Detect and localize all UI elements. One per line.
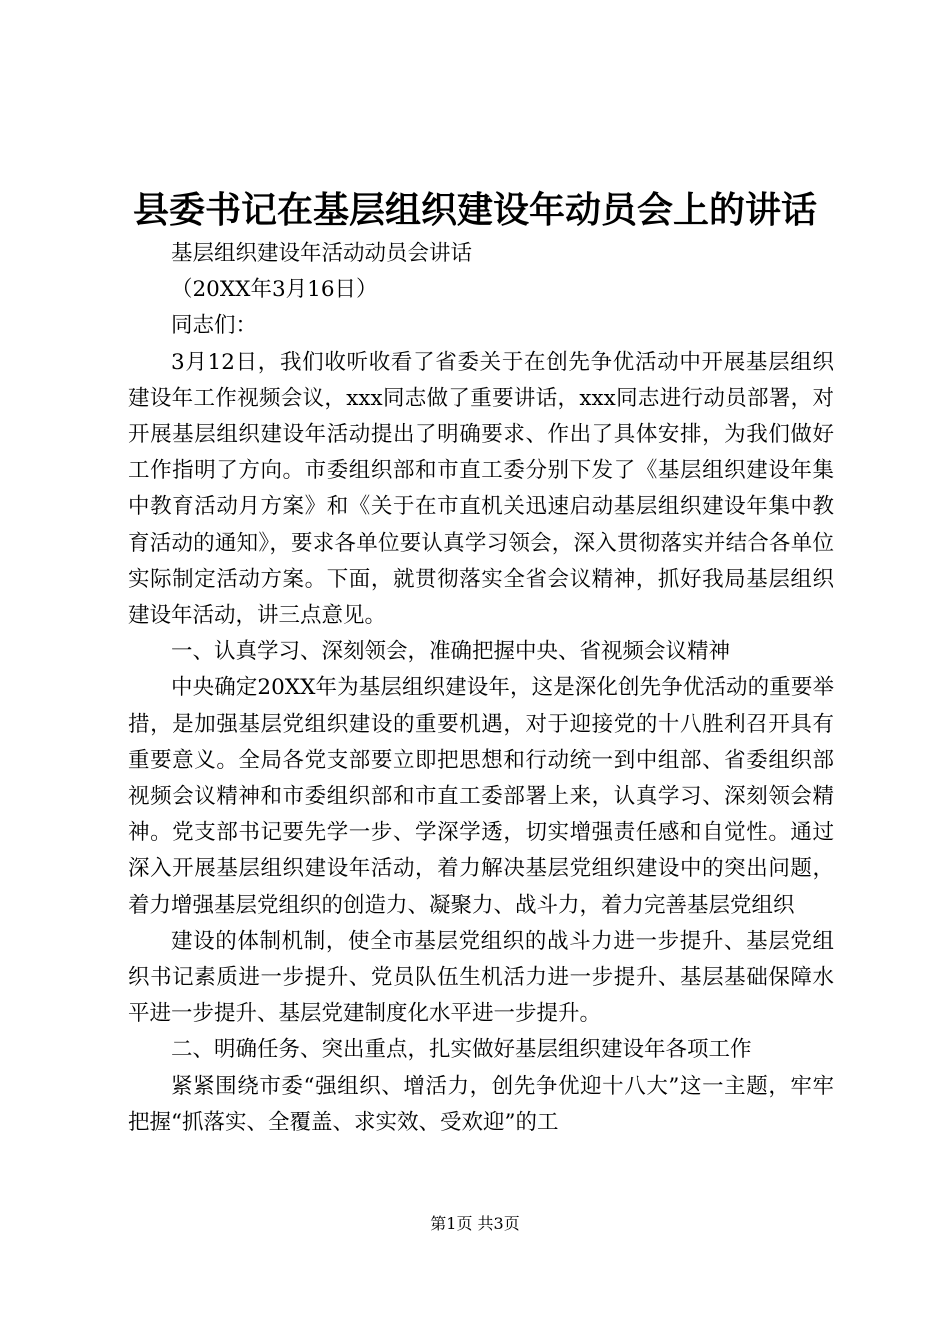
paragraph-section-2: 紧紧围绕市委“强组织、增活力，创先争优迎十八大”这一主题，牢牢把握“抓落实、全覆盖、求实效、受欢迎”的工 [128,1073,834,1135]
document-title: 县委书记在基层组织建设年动员会上的讲话 [132,189,817,231]
page-number: 第1页 共3页 [430,1214,520,1233]
section-heading-2: 二、明确任务、突出重点，扎实做好基层组织建设年各项工作 [171,1037,752,1063]
paragraph-section-1: 中央确定20XX年为基层组织建设年，这是深化创先争优活动的重要举措，是加强基层党组织建设的重要机遇，对于迎接党的十八胜利召开具有重要意义。全局各党支部要立即把思想和行动统一到中组部、省委组织部视频会议精神和市委组织部和市直工委部署上来，认真学习、深刻领会精神。党支部书记要先学一步、学深学透，切实增强责任感和自觉性。通过深入开展基层组织建设年活动，着力解决基层党组织建设中的突出问题，着力增强基层党组织的创造力、凝聚力、战斗力，着力完善基层党组织 [128,675,834,918]
section-heading-1: 一、认真学习、深刻领会，准确把握中央、省视频会议精神 [171,639,731,665]
paragraph-section-1-continued: 建设的体制机制，使全市基层党组织的战斗力进一步提升、基层党组织书记素质进一步提升、党员队伍生机活力进一步提升、基层基础保障水平进一步提升、基层党建制度化水平进一步提升。 [128,928,834,1027]
speech-date: （20XX年3月16日） [171,277,378,303]
document-body [128,236,834,1141]
salutation: 同志们： [171,313,258,339]
speech-subtitle: 基层组织建设年活动动员会讲话 [171,241,473,266]
paragraph-intro: 3月12日，我们收听收看了省委关于在创先争优活动中开展基层组织建设年工作视频会议，xxx同志做了重要讲话，xxx同志进行动员部署，对开展基层组织建设年活动提出了明确要求、作出了具体安排，为我们做好工作指明了方向。市委组织部和市直工委分别下发了《基层组织建设年集中教育活动月方案》和《关于在市直机关迅速启动基层组织建设年集中教育活动的通知》，要求各单位要认真学习领会，深入贯彻落实并结合各单位实际制定活动方案。下面，就贯彻落实全省会议精神，抓好我局基层组织建设年活动，讲三点意见。 [128,349,834,629]
